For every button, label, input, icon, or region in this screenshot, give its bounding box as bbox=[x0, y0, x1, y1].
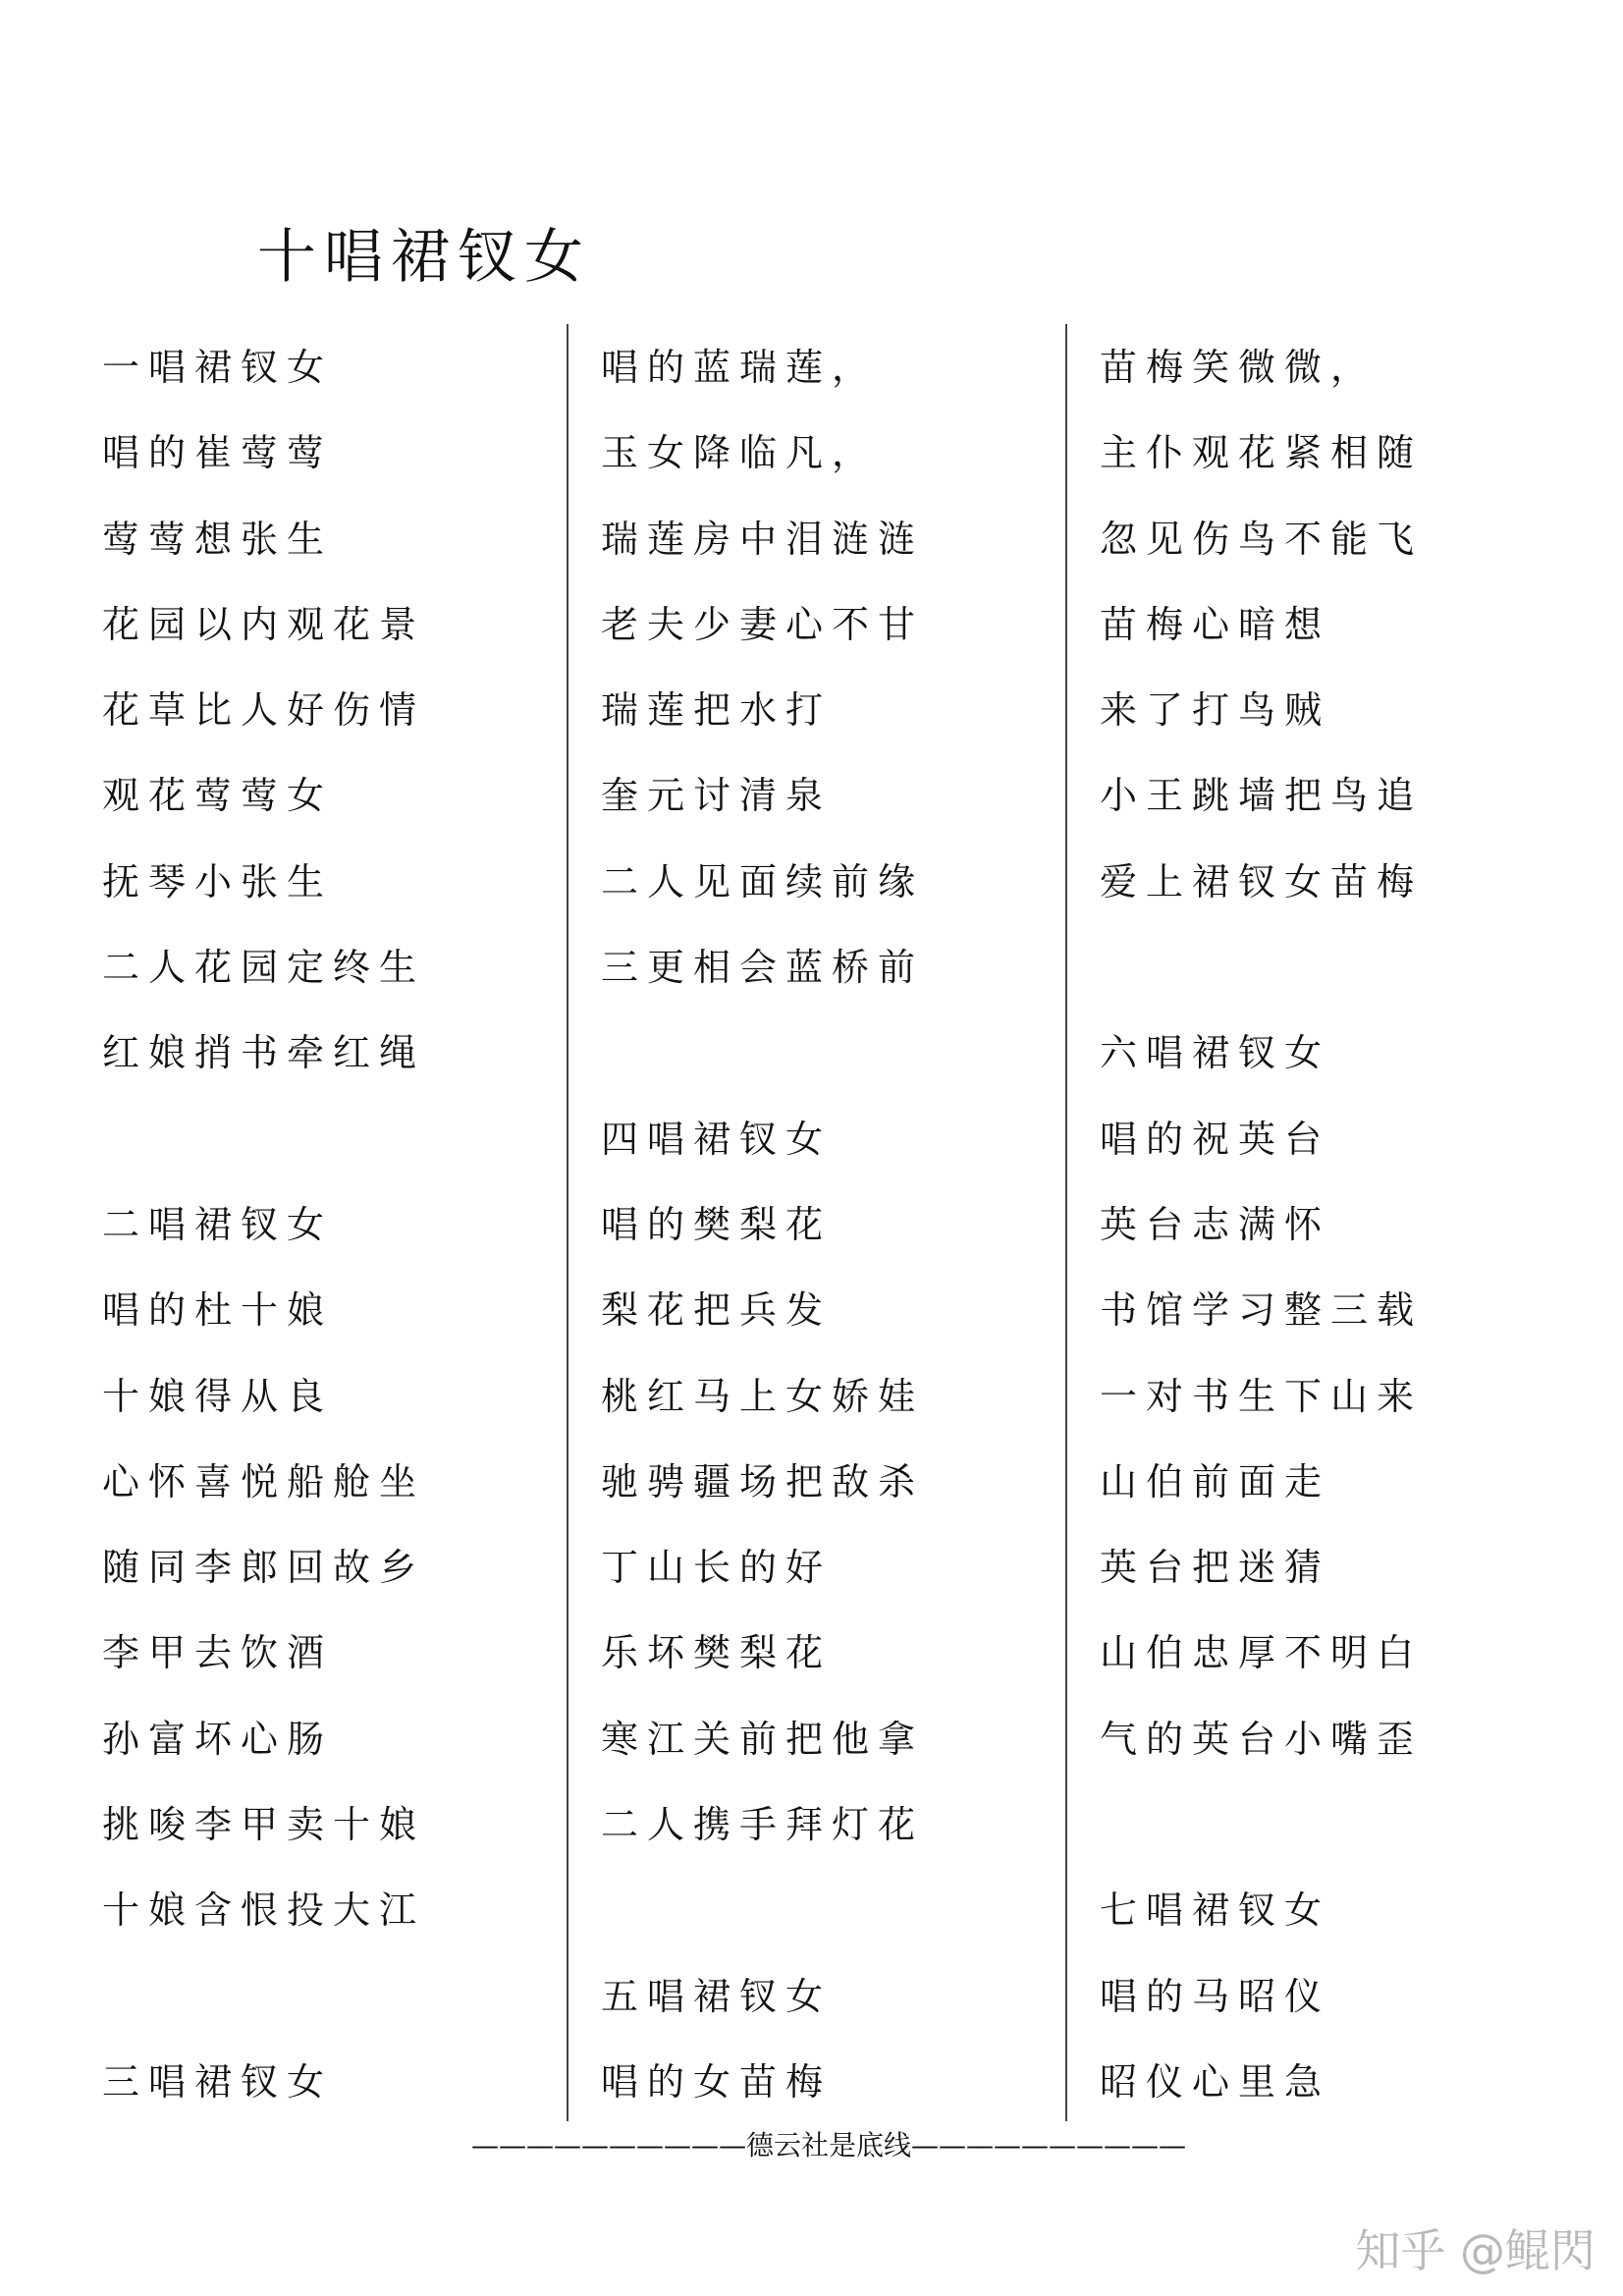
blank-line bbox=[601, 1019, 1033, 1105]
lyric-line: 莺莺想张生 bbox=[102, 517, 334, 561]
lyric-line: 忽见伤鸟不能飞 bbox=[1100, 517, 1424, 561]
lyric-line: 瑞莲把水打 bbox=[601, 688, 833, 733]
lyric-line: 梨花把兵发 bbox=[601, 1288, 833, 1333]
blank-line bbox=[102, 1106, 534, 1191]
zhihu-watermark: 知乎 @鲲閃 bbox=[1355, 2224, 1596, 2277]
lyric-line: 心怀喜悦船舱坐 bbox=[102, 1459, 426, 1503]
lyric-line: 随同李郎回故乡 bbox=[102, 1546, 426, 1590]
lyric-line: 瑞莲房中泪涟涟 bbox=[601, 517, 925, 561]
lyric-line: 三更相会蓝桥前 bbox=[601, 946, 925, 990]
lyric-line: 七唱裙钗女 bbox=[1100, 1888, 1331, 1933]
lyric-line: 二人花园定终生 bbox=[102, 946, 426, 990]
column-divider bbox=[567, 324, 568, 2121]
blank-line bbox=[102, 1963, 534, 2049]
lyric-line: 唱的蓝瑞莲， bbox=[601, 346, 879, 389]
lyric-line: 书馆学习整三载 bbox=[1100, 1288, 1424, 1333]
lyric-line: 苗梅笑微微， bbox=[1100, 346, 1378, 389]
lyric-line: 唱的女苗梅 bbox=[601, 2059, 833, 2104]
lyric-line: 爱上裙钗女苗梅 bbox=[1100, 859, 1424, 903]
lyric-line: 主仆观花紧相随 bbox=[1100, 431, 1424, 475]
lyric-line: 山伯前面走 bbox=[1100, 1459, 1331, 1503]
lyric-line: 二人携手拜灯花 bbox=[601, 1803, 925, 1847]
lyric-line: 寒江关前把他拿 bbox=[601, 1717, 925, 1761]
lyric-line: 驰骋疆场把敌杀 bbox=[601, 1459, 925, 1503]
lyric-line: 花园以内观花景 bbox=[102, 602, 426, 646]
lyric-line: 一对书生下山来 bbox=[1100, 1374, 1424, 1418]
column-divider bbox=[1065, 324, 1067, 2121]
lyric-line: 十娘含恨投大江 bbox=[102, 1888, 426, 1933]
lyric-line: 昭仪心里急 bbox=[1100, 2059, 1331, 2104]
lyric-line: 小王跳墙把鸟追 bbox=[1100, 774, 1424, 818]
lyric-line: 李甲去饮酒 bbox=[102, 1631, 334, 1675]
lyric-line: 丁山长的好 bbox=[601, 1546, 833, 1590]
lyric-line: 英台把迷猜 bbox=[1100, 1546, 1331, 1590]
lyric-line: 三唱裙钗女 bbox=[102, 2059, 334, 2104]
lyric-line: 二人见面续前缘 bbox=[601, 859, 925, 903]
lyric-line: 玉女降临凡， bbox=[601, 431, 879, 475]
lyric-line: 抚琴小张生 bbox=[102, 859, 334, 903]
lyric-line: 唱的崔莺莺 bbox=[102, 431, 334, 475]
lyric-line: 观花莺莺女 bbox=[102, 774, 334, 818]
lyrics-column-2 bbox=[601, 334, 1033, 2134]
lyric-line: 奎元讨清泉 bbox=[601, 774, 833, 818]
blank-line bbox=[601, 1877, 1033, 1962]
lyric-line: 挑唆李甲卖十娘 bbox=[102, 1803, 426, 1847]
lyrics-column-3 bbox=[1100, 334, 1532, 2134]
lyric-line: 唱的祝英台 bbox=[1100, 1117, 1331, 1161]
lyric-line: 苗梅心暗想 bbox=[1100, 602, 1331, 646]
lyric-line: 唱的樊梨花 bbox=[601, 1202, 833, 1246]
lyric-line: 乐坏樊梨花 bbox=[601, 1631, 833, 1675]
lyric-line: 花草比人好伤情 bbox=[102, 688, 426, 733]
lyric-line: 二唱裙钗女 bbox=[102, 1202, 334, 1246]
lyric-line: 气的英台小嘴歪 bbox=[1100, 1717, 1424, 1761]
lyric-line: 老夫少妻心不甘 bbox=[601, 602, 925, 646]
lyric-line: 唱的杜十娘 bbox=[102, 1288, 334, 1333]
lyric-line: 四唱裙钗女 bbox=[601, 1117, 833, 1161]
lyric-line: 孙富坏心肠 bbox=[102, 1717, 334, 1761]
lyric-line: 红娘捎书牵红绳 bbox=[102, 1031, 426, 1075]
footer-tagline: ——————————德云社是底线—————————— bbox=[471, 2129, 1187, 2161]
lyric-line: 来了打鸟贼 bbox=[1100, 688, 1331, 733]
lyric-line: 六唱裙钗女 bbox=[1100, 1031, 1331, 1075]
blank-line bbox=[1100, 934, 1532, 1019]
lyric-line: 五唱裙钗女 bbox=[601, 1974, 833, 2018]
lyrics-column-1 bbox=[102, 334, 534, 2134]
lyric-line: 山伯忠厚不明白 bbox=[1100, 1631, 1424, 1675]
lyric-line: 唱的马昭仪 bbox=[1100, 1974, 1331, 2018]
lyric-line: 桃红马上女娇娃 bbox=[601, 1374, 925, 1418]
lyric-line: 一唱裙钗女 bbox=[102, 346, 334, 389]
page-title: 十唱裙钗女 bbox=[257, 223, 591, 292]
blank-line bbox=[1100, 1791, 1532, 1877]
lyric-line: 英台志满怀 bbox=[1100, 1202, 1331, 1246]
lyric-line: 十娘得从良 bbox=[102, 1374, 334, 1418]
